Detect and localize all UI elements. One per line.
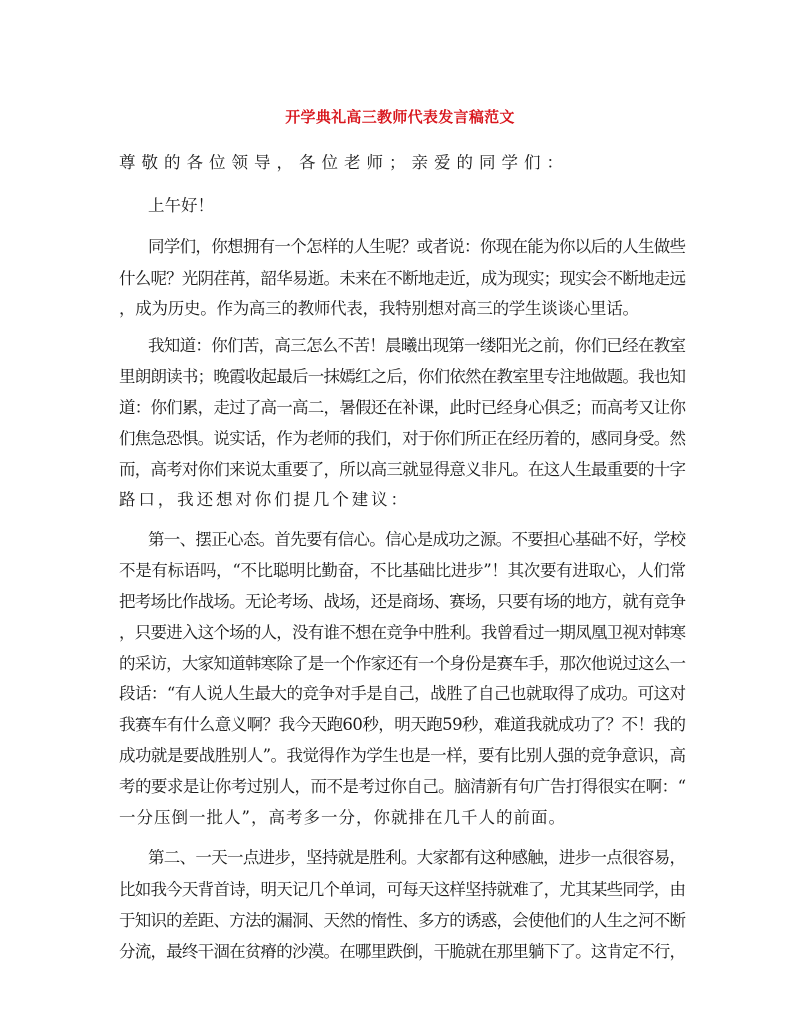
text-line: 路口，我还想对你们提几个建议： bbox=[119, 490, 410, 509]
text-line: 尊敬的各位领导，各位老师；亲爱的同学们： bbox=[119, 153, 569, 172]
document-title: 开学典礼高三教师代表发言稿范文 bbox=[285, 108, 515, 126]
text-line: 一分压倒一批人”，高考多一分，你就排在几千人的前面。 bbox=[119, 808, 566, 827]
text-line: 什么呢？光阴荏苒，韶华易逝。未来在不断地走近，成为现实；现实会不断地走远 bbox=[119, 269, 686, 288]
text-line: 考的要求是让你考过别人，而不是考过你自己。脑清新有句广告打得很实在啊：“ bbox=[119, 777, 686, 796]
text-line: 而，高考对你们来说太重要了，所以高三就显得意义非凡。在这人生最重要的十字 bbox=[119, 460, 686, 479]
text-line: 我知道：你们苦，高三怎么不苦！晨曦出现第一缕阳光之前，你们已经在教室 bbox=[148, 336, 686, 355]
text-line: 道：你们累，走过了高一高二，暑假还在补课，此时已经身心俱乏；而高考又让你 bbox=[119, 398, 686, 417]
text-line: 第一、摆正心态。首先要有信心。信心是成功之源。不要担心基础不好，学校 bbox=[148, 530, 686, 549]
text-line: 我赛车有什么意义啊？我今天跑60秒，明天跑59秒，难道我就成功了？不！我的 bbox=[119, 715, 686, 734]
text-line: ，成为历史。作为高三的教师代表，我特别想对高三的学生谈谈心里话。 bbox=[119, 299, 639, 318]
text-line: 于知识的差距、方法的漏洞、天然的惰性、多方的诱惑，会使他们的人生之河不断 bbox=[119, 911, 686, 930]
text-line: 第二、一天一点进步，坚持就是胜利。大家都有这种感触，进步一点很容易， bbox=[148, 848, 686, 867]
text-line: 把考场比作战场。无论考场、战场，还是商场、赛场，只要有场的地方，就有竞争 bbox=[119, 592, 686, 611]
text-line: 分流，最终干涸在贫瘠的沙漠。在哪里跌倒，干脆就在那里躺下了。这肯定不行， bbox=[119, 942, 686, 961]
text-line: 的采访，大家知道韩寒除了是一个作家还有一个身份是赛车手，那次他说过这么一 bbox=[119, 654, 686, 673]
text-line: 成功就是要战胜别人”。我觉得作为学生也是一样，要有比别人强的竞争意识，高 bbox=[119, 746, 686, 765]
text-line: 同学们，你想拥有一个怎样的人生呢？或者说：你现在能为你以后的人生做些 bbox=[148, 237, 686, 256]
text-line: 比如我今天背首诗，明天记几个单词，可每天这样坚持就难了，尤其某些同学，由 bbox=[119, 880, 686, 899]
text-line: 不是有标语吗，“不比聪明比勤奋，不比基础比进步”！其次要有进取心，人们常 bbox=[119, 561, 686, 580]
text-line: 里朗朗读书；晚霞收起最后一抹嫣红之后，你们依然在教室里专注地做题。我也知 bbox=[119, 367, 686, 386]
text-line: ，只要进入这个场的人，没有谁不想在竞争中胜利。我曾看过一期凤凰卫视对韩寒 bbox=[119, 623, 686, 642]
text-line: 们焦急恐惧。说实话，作为老师的我们，对于你们所正在经历着的，感同身受。然 bbox=[119, 429, 686, 448]
text-line: 上午好！ bbox=[148, 196, 214, 215]
text-line: 段话：“有人说人生最大的竞争对手是自己，战胜了自己也就取得了成功。可这对 bbox=[119, 684, 686, 703]
